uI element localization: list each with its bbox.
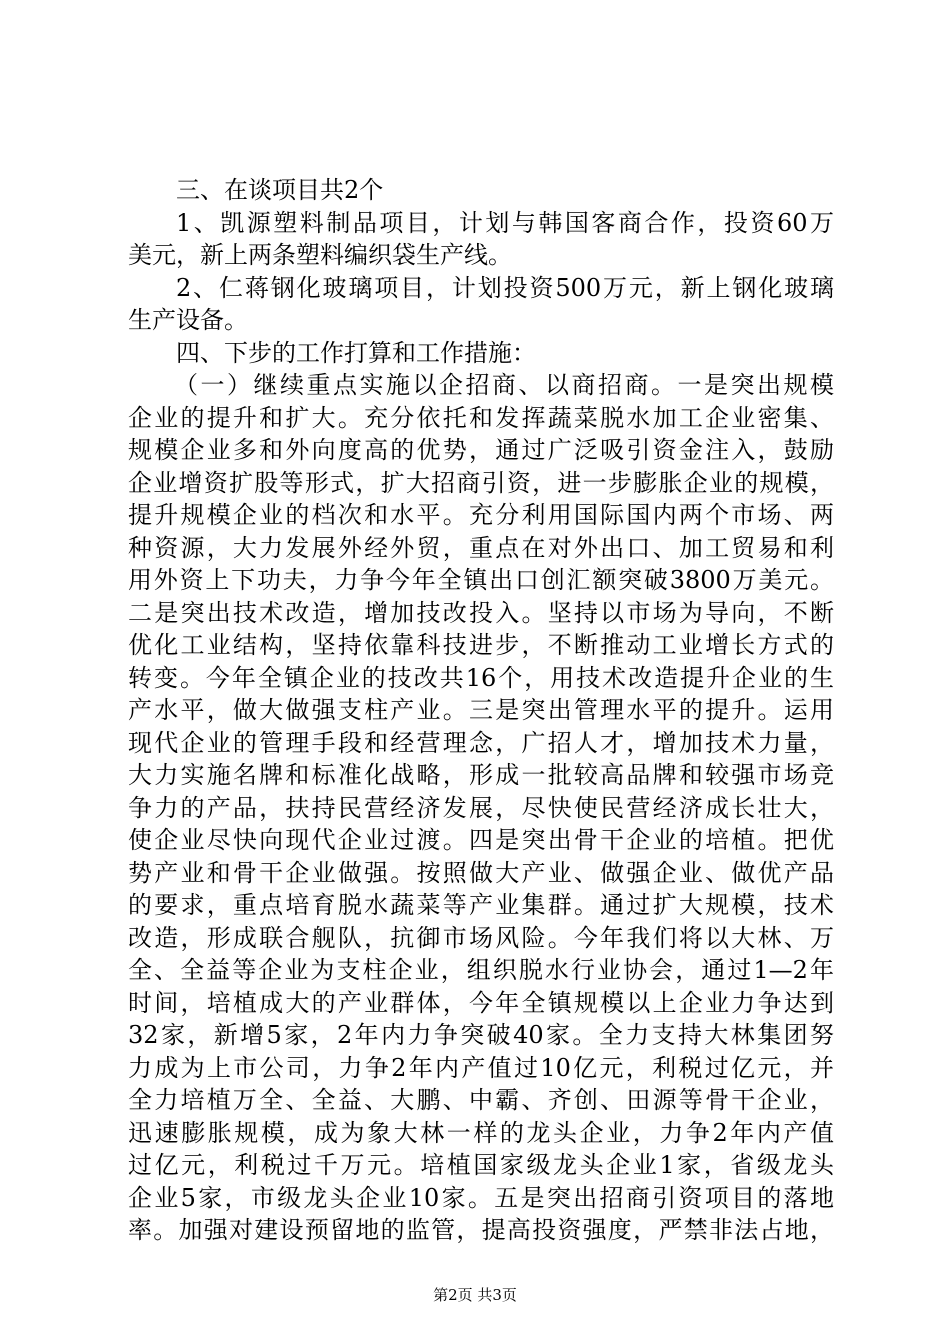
page-number: 第2页 共3页 xyxy=(433,1286,517,1304)
paragraph-line: 迅速膨胀规模，成为象大林一样的龙头企业，力争2年内产值 xyxy=(128,1118,834,1147)
paragraph-line: 改造，形成联合舰队，抗御市场风险。今年我们将以大林、万 xyxy=(128,923,834,952)
paragraph-line: 力成为上市公司，力争2年内产值过10亿元，利税过亿元，并 xyxy=(128,1053,834,1082)
paragraph-line: 势产业和骨干企业做强。按照做大产业、做强企业、做优产品 xyxy=(128,858,834,887)
paragraph-line: 1、凯源塑料制品项目，计划与韩国客商合作，投资60万 xyxy=(176,208,834,237)
paragraph-line: 优化工业结构，坚持依靠科技进步，不断推动工业增长方式的 xyxy=(128,631,834,659)
paragraph-line: 争力的产品，扶持民营经济发展，尽快使民营经济成长壮大， xyxy=(128,793,834,822)
document-body xyxy=(128,174,834,1247)
paragraph-line: 用外资上下功夫，力争今年全镇出口创汇额突破3800万美元。 xyxy=(128,566,834,594)
section-heading-4: 四、下步的工作打算和工作措施： xyxy=(176,338,536,367)
paragraph-line: 大力实施名牌和标准化战略，形成一批较高品牌和较强市场竞 xyxy=(128,761,834,789)
paragraph-line: 的要求，重点培育脱水蔬菜等产业集群。通过扩大规模，技术 xyxy=(128,891,834,919)
paragraph-line: 企业增资扩股等形式，扩大招商引资，进一步膨胀企业的规模， xyxy=(128,468,834,497)
paragraph-line: 2、仁蒋钢化玻璃项目，计划投资500万元，新上钢化玻璃 xyxy=(176,273,834,302)
paragraph-line: 企业的提升和扩大。充分依托和发挥蔬菜脱水加工企业密集、 xyxy=(128,403,834,432)
paragraph-line: 规模企业多和外向度高的优势，通过广泛吸引资金注入，鼓励 xyxy=(128,436,834,464)
paragraph-line: 时间，培植成大的产业群体，今年全镇规模以上企业力争达到 xyxy=(128,988,834,1017)
paragraph-line: 32家，新增5家，2年内力争突破40家。全力支持大林集团努 xyxy=(128,1021,834,1049)
paragraph-line: 过亿元，利税过千万元。培植国家级龙头企业1家，省级龙头 xyxy=(128,1151,834,1179)
paragraph-line: 全、全益等企业为支柱企业，组织脱水行业协会，通过1—2年 xyxy=(128,956,834,984)
paragraph-line: 提升规模企业的档次和水平。充分利用国际国内两个市场、两 xyxy=(128,501,834,529)
paragraph-line: （一）继续重点实施以企招商、以商招商。一是突出规模 xyxy=(174,371,834,399)
paragraph-line: 现代企业的管理手段和经营理念，广招人才，增加技术力量， xyxy=(128,728,834,757)
paragraph-line: 全力培植万全、全益、大鹏、中霸、齐创、田源等骨干企业， xyxy=(128,1086,834,1114)
paragraph-line: 产水平，做大做强支柱产业。三是突出管理水平的提升。运用 xyxy=(128,696,834,724)
section-heading-3: 三、在谈项目共2个 xyxy=(176,176,384,204)
paragraph-line: 美元，新上两条塑料编织袋生产线。 xyxy=(128,241,512,269)
paragraph-line: 生产设备。 xyxy=(128,306,248,334)
paragraph-line: 率。加强对建设预留地的监管，提高投资强度，严禁非法占地， xyxy=(128,1216,834,1244)
paragraph-line: 企业5家，市级龙头企业10家。五是突出招商引资项目的落地 xyxy=(128,1183,834,1212)
paragraph-line: 种资源，大力发展外经外贸，重点在对外出口、加工贸易和利 xyxy=(128,533,834,562)
paragraph-line: 使企业尽快向现代企业过渡。四是突出骨干企业的培植。把优 xyxy=(128,826,834,854)
paragraph-line: 转变。今年全镇企业的技改共16个，用技术改造提升企业的生 xyxy=(128,663,834,692)
paragraph-line: 二是突出技术改造，增加技改投入。坚持以市场为导向，不断 xyxy=(128,598,834,627)
